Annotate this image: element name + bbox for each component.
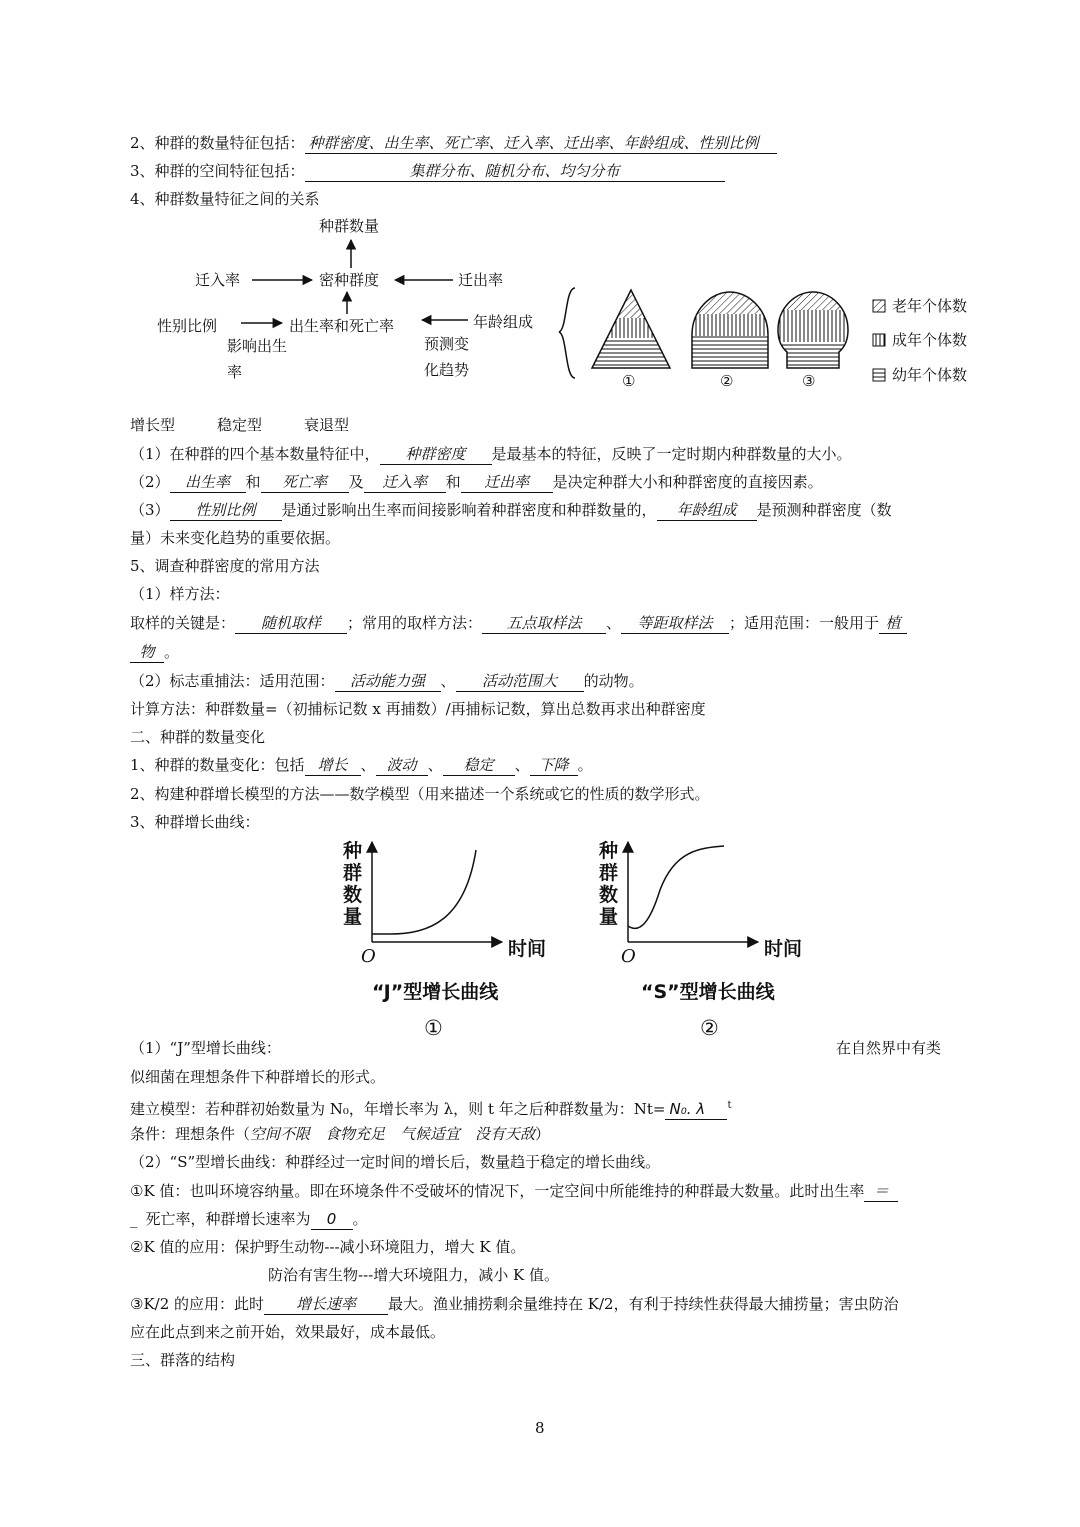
quadrat-method-details-cont: 物 。	[130, 642, 179, 663]
j-curve-number: ①	[424, 1016, 443, 1040]
section-survey-methods: 5、调查种群密度的常用方法	[130, 557, 320, 575]
answer-quantity-features: 种群密度、出生率、死亡率、迁入率、迁出率、年龄组成、性别比例	[305, 133, 777, 154]
mark-recapture-formula: 计算方法：种群数量=（初捕标记数 x 再捕数）/再捕标记数，算出总数再求出种群密度	[130, 700, 706, 718]
k-value-definition: ①K 值：也叫环境容纳量。即在环境条件不受破坏的情况下，一定空间中所能维持的种群最大数量。此时出生率 ＝	[130, 1181, 898, 1202]
s-origin: O	[621, 946, 636, 967]
pyramid-label-2: ②	[720, 372, 734, 390]
diagram-note-right-2: 化趋势	[424, 361, 470, 379]
k2-application-cont: 应在此点到来之前开始，效果最好，成本最低。	[130, 1323, 446, 1341]
j-x-label: 时间	[508, 938, 547, 960]
section-title-relations: 4、种群数量特征之间的关系	[130, 190, 320, 208]
diagram-population-size: 种群数量	[319, 217, 380, 235]
pyramid-types	[130, 415, 349, 435]
k2-application: ③K/2 的应用：此时 增长速率 最大。渔业捕捞剩余量维持在 K/2，有利于持续性获得最大捕捞量；害虫防治	[130, 1295, 899, 1313]
para-direct-factors: （2） 出生率 和 死亡率 及 迁入率 和 迁出率 是决定种群大小和种群密度的直接因素。	[130, 473, 823, 491]
j-curve-title: “J”型增长曲线	[372, 981, 499, 1003]
diagram-note-left-1: 影响出生	[227, 337, 288, 355]
j-curve-description: 似细菌在理想条件下种群增长的形式。	[130, 1068, 386, 1086]
diagram-age-structure: 年龄组成	[473, 313, 534, 331]
legend-old-swatch	[873, 300, 885, 312]
diagram-emigration: 迁出率	[458, 271, 504, 289]
diagram-immigration: 迁入率	[195, 271, 241, 289]
line-quantity-features: 2、种群的数量特征包括： 种群密度、出生率、死亡率、迁入率、迁出率、年龄组成、性别比例	[130, 133, 777, 154]
para-indirect-factors-cont: 量）未来变化趋势的重要依据。	[130, 529, 341, 547]
j-curve	[372, 850, 476, 934]
s-curve-title: “S”型增长曲线	[641, 981, 775, 1003]
s-x-label: 时间	[764, 938, 803, 960]
k-value-definition-cont: _ 死亡率，种群增长速率为 0 。	[130, 1210, 368, 1228]
diagram-sex-ratio: 性别比例	[157, 317, 218, 335]
growth-curves	[330, 830, 810, 980]
s-curve	[628, 846, 724, 928]
para-basic-feature: （1）在种群的四个基本数量特征中， 种群密度 是最基本的特征，反映了一定时期内种群数量的大小。	[130, 445, 852, 463]
legend-young: 幼年个体数	[892, 366, 968, 384]
diagram-note-left-2: 率	[227, 363, 243, 381]
page-number: 8	[535, 1419, 545, 1437]
j-curve-conditions: 条件：理想条件（空间不限 食物充足 气候适宜 没有天敌）	[130, 1125, 551, 1143]
s-curve-heading: （2）“S”型增长曲线：种群经过一定时间的增长后，数量趋于稳定的增长曲线。	[130, 1153, 661, 1171]
answer-spatial-features: 集群分布、随机分布、均匀分布	[305, 161, 725, 182]
quantity-change-list: 1、种群的数量变化：包括 增长 、 波动 、 稳定 、 下降 。	[130, 756, 593, 774]
section-quantity-change: 二、种群的数量变化	[130, 728, 266, 746]
para-indirect-factors: （3） 性别比例 是通过影响出生率而间接影响着种群密度和种群数量的， 年龄组成 是预测种群密度（数	[130, 501, 892, 519]
j-curve-heading: （1）“J”型增长曲线：	[130, 1039, 281, 1057]
j-y-label: 种群数量	[343, 840, 363, 928]
quadrat-method-details: 取样的关键是： 随机取样 ；常用的取样方法： 五点取样法 、 等距取样法 ；适用范围：一般用于 植	[130, 613, 907, 634]
brace-icon	[559, 288, 575, 378]
s-y-label: 种群数量	[599, 840, 619, 928]
diagram-population-density: 密种群度	[319, 271, 380, 289]
k-value-application-1: ②K 值的应用：保护野生动物---减小环境阻力，增大 K 值。	[130, 1238, 526, 1256]
model-method: 2、构建种群增长模型的方法——数学模型（用来描述一个系统或它的性质的数学形式。	[130, 785, 710, 803]
s-curve-number: ②	[700, 1016, 719, 1040]
legend-adult-swatch	[873, 334, 885, 346]
j-origin: O	[361, 946, 376, 967]
k-value-application-2: 防治有害生物---增大环境阻力，减小 K 值。	[268, 1266, 559, 1284]
section-community-structure: 三、群落的结构	[130, 1351, 236, 1369]
pyramid-label-1: ①	[622, 372, 636, 390]
line-spatial-features: 3、种群的空间特征包括： 集群分布、随机分布、均匀分布	[130, 161, 725, 182]
j-curve-model: 建立模型：若种群初始数量为 N₀，年增长率为 λ，则 t 年之后种群数量为：Nt= N₀. λ $^t$	[130, 1100, 732, 1118]
pyramid-label-3: ③	[802, 372, 816, 390]
type-stable: 稳定型	[217, 416, 263, 434]
legend-adult: 成年个体数	[892, 331, 968, 349]
pyramid-stable	[685, 290, 775, 368]
legend-young-swatch	[873, 369, 885, 381]
legend-old: 老年个体数	[892, 297, 968, 315]
type-declining: 衰退型	[304, 416, 350, 434]
diagram-birth-death: 出生率和死亡率	[289, 317, 395, 335]
diagram-note-right-1: 预测变	[424, 335, 470, 353]
quadrat-method-title: （1）样方法：	[130, 585, 230, 603]
j-curve-heading-right: 在自然界中有类	[836, 1039, 942, 1057]
type-growth: 增长型	[130, 416, 176, 434]
mark-recapture-scope: （2）标志重捕法：适用范围： 活动能力强 、 活动范围大 的动物。	[130, 672, 644, 690]
growth-curves-title: 3、种群增长曲线：	[130, 813, 260, 831]
